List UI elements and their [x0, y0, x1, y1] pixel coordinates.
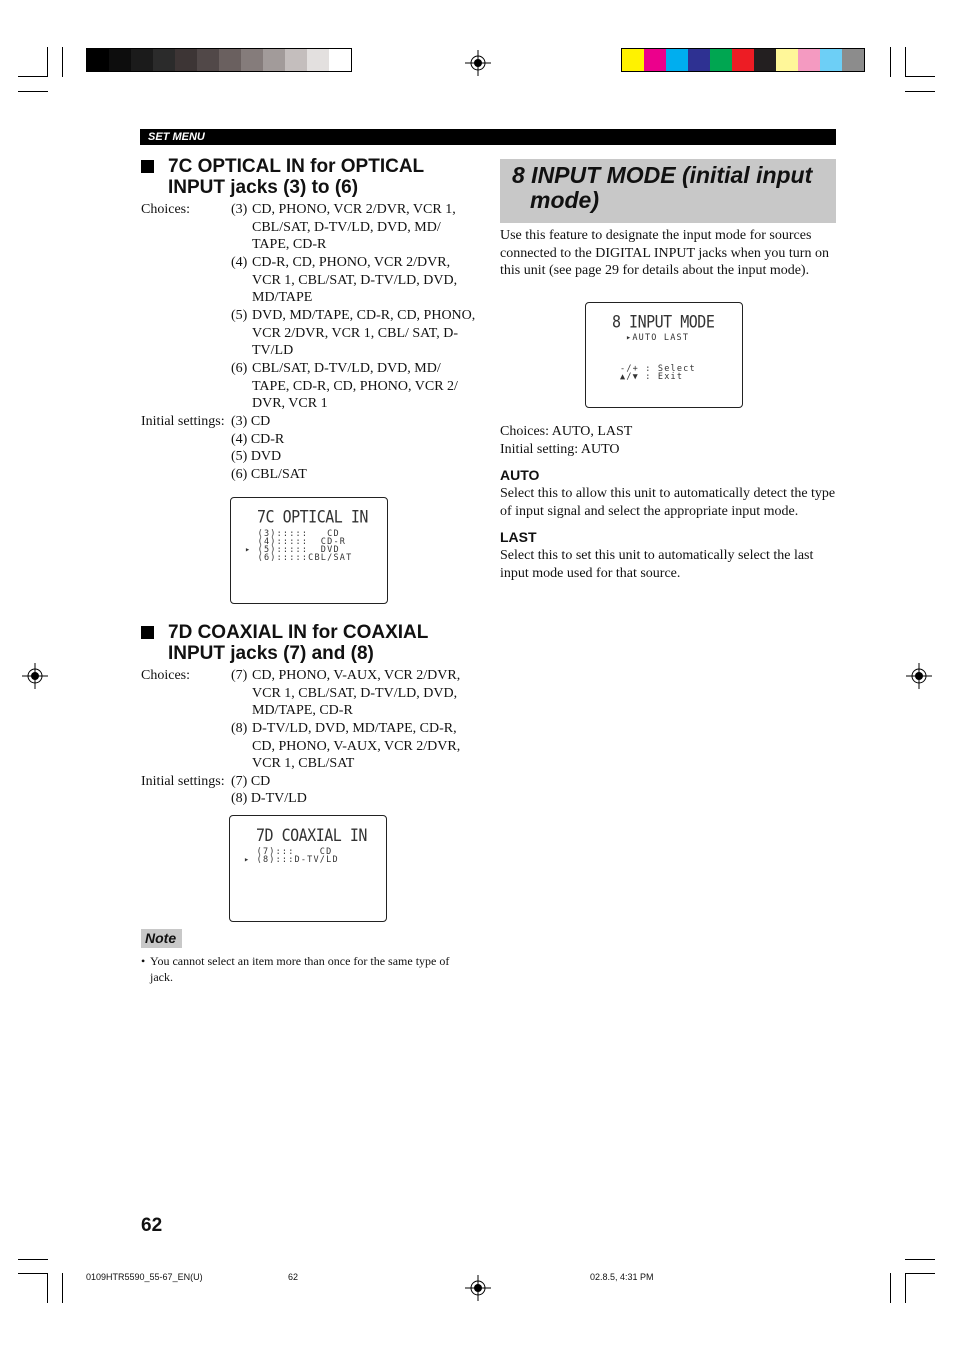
color-swatch: [307, 49, 329, 71]
color-swatch: [109, 49, 131, 71]
crop-mark: [18, 91, 48, 92]
crop-mark: [905, 47, 906, 77]
lcd-line: ▸ (5)::::: DVD: [245, 545, 340, 555]
color-swatch: [241, 49, 263, 71]
coaxial-lcd-display: [229, 815, 387, 922]
color-swatch: [131, 49, 153, 71]
color-swatch: [732, 49, 754, 71]
title-line-1: 8 INPUT MODE (initial input: [512, 162, 813, 188]
registration-mark-icon: [465, 1275, 491, 1301]
auto-text: Select this to allow this unit to automatically detect the type of input signal and select the appropriate input mode.: [500, 486, 836, 519]
coaxial-choice-7: (7) CD, PHONO, V-AUX, VCR 2/DVR, VCR 1, CBL/SAT, D-TV/LD, DVD, MD/TAPE, CD-R: [231, 668, 461, 719]
title-line-2: mode): [530, 187, 599, 213]
section-label: SET MENU: [148, 131, 205, 143]
crop-mark: [47, 47, 48, 77]
crop-mark: [905, 1259, 935, 1260]
optical-initial-4: (4) CD-R: [231, 432, 285, 447]
color-swatch: [175, 49, 197, 71]
last-heading: LAST: [500, 529, 537, 545]
input-mode-initial: Initial setting: AUTO: [500, 442, 620, 457]
page-number: 62: [141, 1215, 163, 1236]
color-swatch: [754, 49, 776, 71]
optical-choice-3: (3) CD, PHONO, VCR 2/DVR, VCR 1, CBL/SAT, D-TV/LD, DVD, MD/ TAPE, CD-R: [231, 202, 456, 253]
optical-initial-5: (5) DVD: [231, 449, 282, 464]
input-mode-intro: Use this feature to designate the input mode for sources connected to the DIGITAL INPUT jacks when you turn on this unit (see page 29 for details about the input mode).: [500, 228, 829, 279]
color-swatch: [263, 49, 285, 71]
color-swatch: [688, 49, 710, 71]
color-swatch: [87, 49, 109, 71]
note-bullet: •: [141, 954, 146, 968]
note-label: Note: [141, 929, 182, 948]
color-swatch: [842, 49, 864, 71]
crop-mark: [62, 47, 63, 77]
coaxial-choices-label: Choices:: [141, 668, 190, 683]
crop-mark: [18, 1259, 48, 1260]
lcd-line: (3)::::: CD: [245, 529, 340, 539]
input-mode-title: [500, 159, 836, 223]
color-swatch: [820, 49, 842, 71]
coaxial-heading: 7D COAXIAL IN for COAXIAL INPUT jacks (7) and (8): [141, 622, 471, 664]
lcd-line: (4)::::: CD-R: [245, 537, 347, 547]
crop-mark: [47, 1273, 48, 1303]
crop-mark: [905, 76, 935, 77]
optical-choices-label: Choices:: [141, 202, 190, 217]
color-swatch: [710, 49, 732, 71]
optical-choice-6: (6) CBL/SAT, D-TV/LD, DVD, MD/ TAPE, CD-R, CD, PHONO, VCR 2/ DVR, VCR 1: [231, 361, 458, 412]
section-header-bar: [140, 129, 836, 145]
crop-mark: [18, 76, 48, 77]
coaxial-choice-8: (8) D-TV/LD, DVD, MD/TAPE, CD-R, CD, PHONO, V-AUX, VCR 2/DVR, VCR 1, CBL/SAT: [231, 721, 461, 772]
lcd-title: 7D COAXIAL IN: [256, 824, 367, 846]
optical-lcd-display: [230, 497, 388, 604]
footer-file: 0109HTR5590_55-67_EN(U): [86, 1272, 203, 1282]
square-bullet-icon: [141, 160, 154, 173]
registration-mark-icon: [22, 663, 48, 689]
color-swatch: [776, 49, 798, 71]
optical-initial-3: (3) CD: [231, 414, 271, 429]
color-swatch: [285, 49, 307, 71]
color-swatch: [798, 49, 820, 71]
coaxial-initial-8: (8) D-TV/LD: [231, 791, 307, 806]
coaxial-initial-label: Initial settings:: [141, 774, 225, 789]
crop-mark: [905, 1273, 935, 1274]
lcd-options: ▸AUTO LAST: [626, 333, 690, 343]
optical-choice-5: (5) DVD, MD/TAPE, CD-R, CD, PHONO, VCR 2/DVR, VCR 1, CBL/ SAT, D-TV/LD: [231, 308, 476, 359]
registration-mark-icon: [465, 50, 491, 76]
color-swatch: [329, 49, 351, 71]
lcd-line: (6):::::CBL/SAT: [245, 553, 353, 563]
input-mode-choices: Choices: AUTO, LAST: [500, 424, 633, 439]
cmyk-color-bar: [621, 48, 865, 72]
crop-mark: [890, 47, 891, 77]
lcd-line: (7)::: CD: [244, 847, 333, 857]
color-swatch: [644, 49, 666, 71]
color-swatch: [219, 49, 241, 71]
color-swatch: [666, 49, 688, 71]
color-swatch: [197, 49, 219, 71]
lcd-help-exit: ▲/▼ : Exit: [620, 372, 684, 382]
crop-mark: [905, 91, 935, 92]
footer-date: 02.8.5, 4:31 PM: [590, 1272, 654, 1282]
crop-mark: [18, 1273, 48, 1274]
registration-mark-icon: [906, 663, 932, 689]
crop-mark: [890, 1273, 891, 1303]
square-bullet-icon: [141, 626, 154, 639]
footer-page: 62: [288, 1272, 299, 1282]
optical-choice-4: (4) CD-R, CD, PHONO, VCR 2/DVR, VCR 1, CBL/SAT, D-TV/LD, DVD, MD/TAPE: [231, 255, 458, 306]
optical-initial-6: (6) CBL/SAT: [231, 467, 307, 482]
lcd-title: 7C OPTICAL IN: [257, 506, 368, 528]
optical-initial-label: Initial settings:: [141, 414, 225, 429]
crop-mark: [905, 1273, 906, 1303]
lcd-line: ▸ (8):::D-TV/LD: [244, 855, 339, 865]
coaxial-initial-7: (7) CD: [231, 774, 271, 789]
color-swatch: [622, 49, 644, 71]
auto-heading: AUTO: [500, 467, 540, 483]
optical-heading: 7C OPTICAL IN for OPTICAL INPUT jacks (3) to (6): [141, 156, 471, 198]
last-text: Select this to set this unit to automatically select the last input mode used for that source.: [500, 548, 814, 581]
lcd-title: 8 INPUT MODE: [612, 311, 715, 333]
grayscale-color-bar: [86, 48, 352, 72]
lcd-help-select: -/+ : Select: [620, 364, 696, 374]
input-mode-lcd-display: [585, 302, 743, 408]
crop-mark: [62, 1273, 63, 1303]
color-swatch: [153, 49, 175, 71]
note-text: You cannot select an item more than once for the same type of jack.: [150, 954, 450, 984]
